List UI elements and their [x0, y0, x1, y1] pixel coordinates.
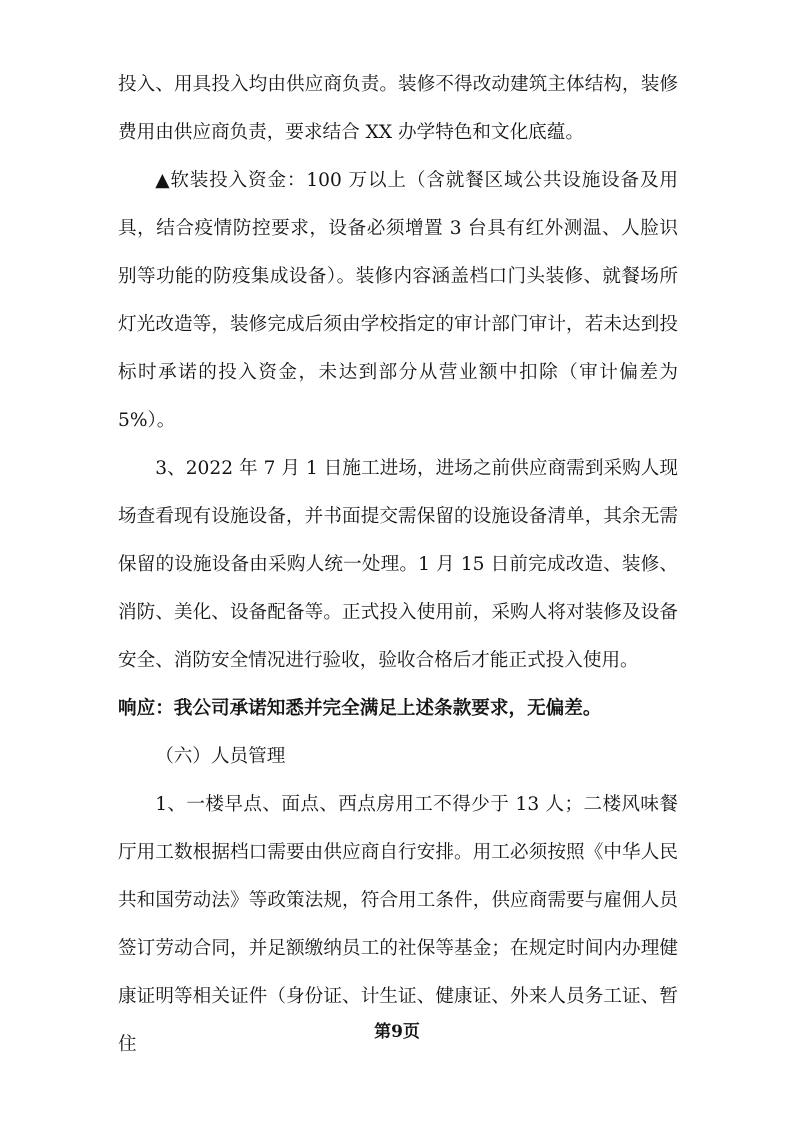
- paragraph-soft-furnishing-investment: ▲软装投入资金：100 万以上（含就餐区域公共设施设备及用具，结合疫情防控要求，设备必须增置 3 台具有红外测温、人脸识别等功能的防疫集成设备）。装修内容涵盖档口门头装修、就餐场所灯光改造等，装修完成后须由学校指定的审计部门审计，若未达到投标时承诺的投入资金，未达到部分从营业额中扣除（审计偏差为 5%）。: [118, 170, 678, 431]
- page-number: 第9页: [374, 1022, 420, 1042]
- paragraph-response-statement: 响应：我公司承诺知悉并完全满足上述条款要求，无偏差。: [118, 698, 602, 719]
- paragraph-construction-schedule: 3、2022 年 7 月 1 日施工进场，进场之前供应商需到采购人现场查看现有设施设备，并书面提交需保留的设施设备清单，其余无需保留的设施设备由采购人统一处理。1 月 15 日前完成改造、装修、消防、美化、设备配备等。正式投入使用前，采购人将对装修及设备安全、消防安全情况进行验收，验收合格后才能正式投入使用。: [118, 458, 678, 671]
- document-body: [118, 61, 678, 1069]
- paragraph-section-heading-personnel: （六）人员管理: [155, 746, 286, 767]
- paragraph-staffing-requirements: 1、一楼早点、面点、西点房用工不得少于 13 人；二楼风味餐厅用工数根据档口需要由供应商自行安排。用工必须按照《中华人民共和国劳动法》等政策法规，符合用工条件，供应商需要与雇佣人员签订劳动合同，并足额缴纳员工的社保等基金；在规定时间内办理健康证明等相关证件（身份证、计生证、健康证、外来人员务工证、暂住: [118, 794, 678, 1055]
- paragraph-decoration-continuation: 投入、用具投入均由供应商负责。装修不得改动建筑主体结构，装修费用由供应商负责，要求结合 XX 办学特色和文化底蕴。: [118, 74, 678, 143]
